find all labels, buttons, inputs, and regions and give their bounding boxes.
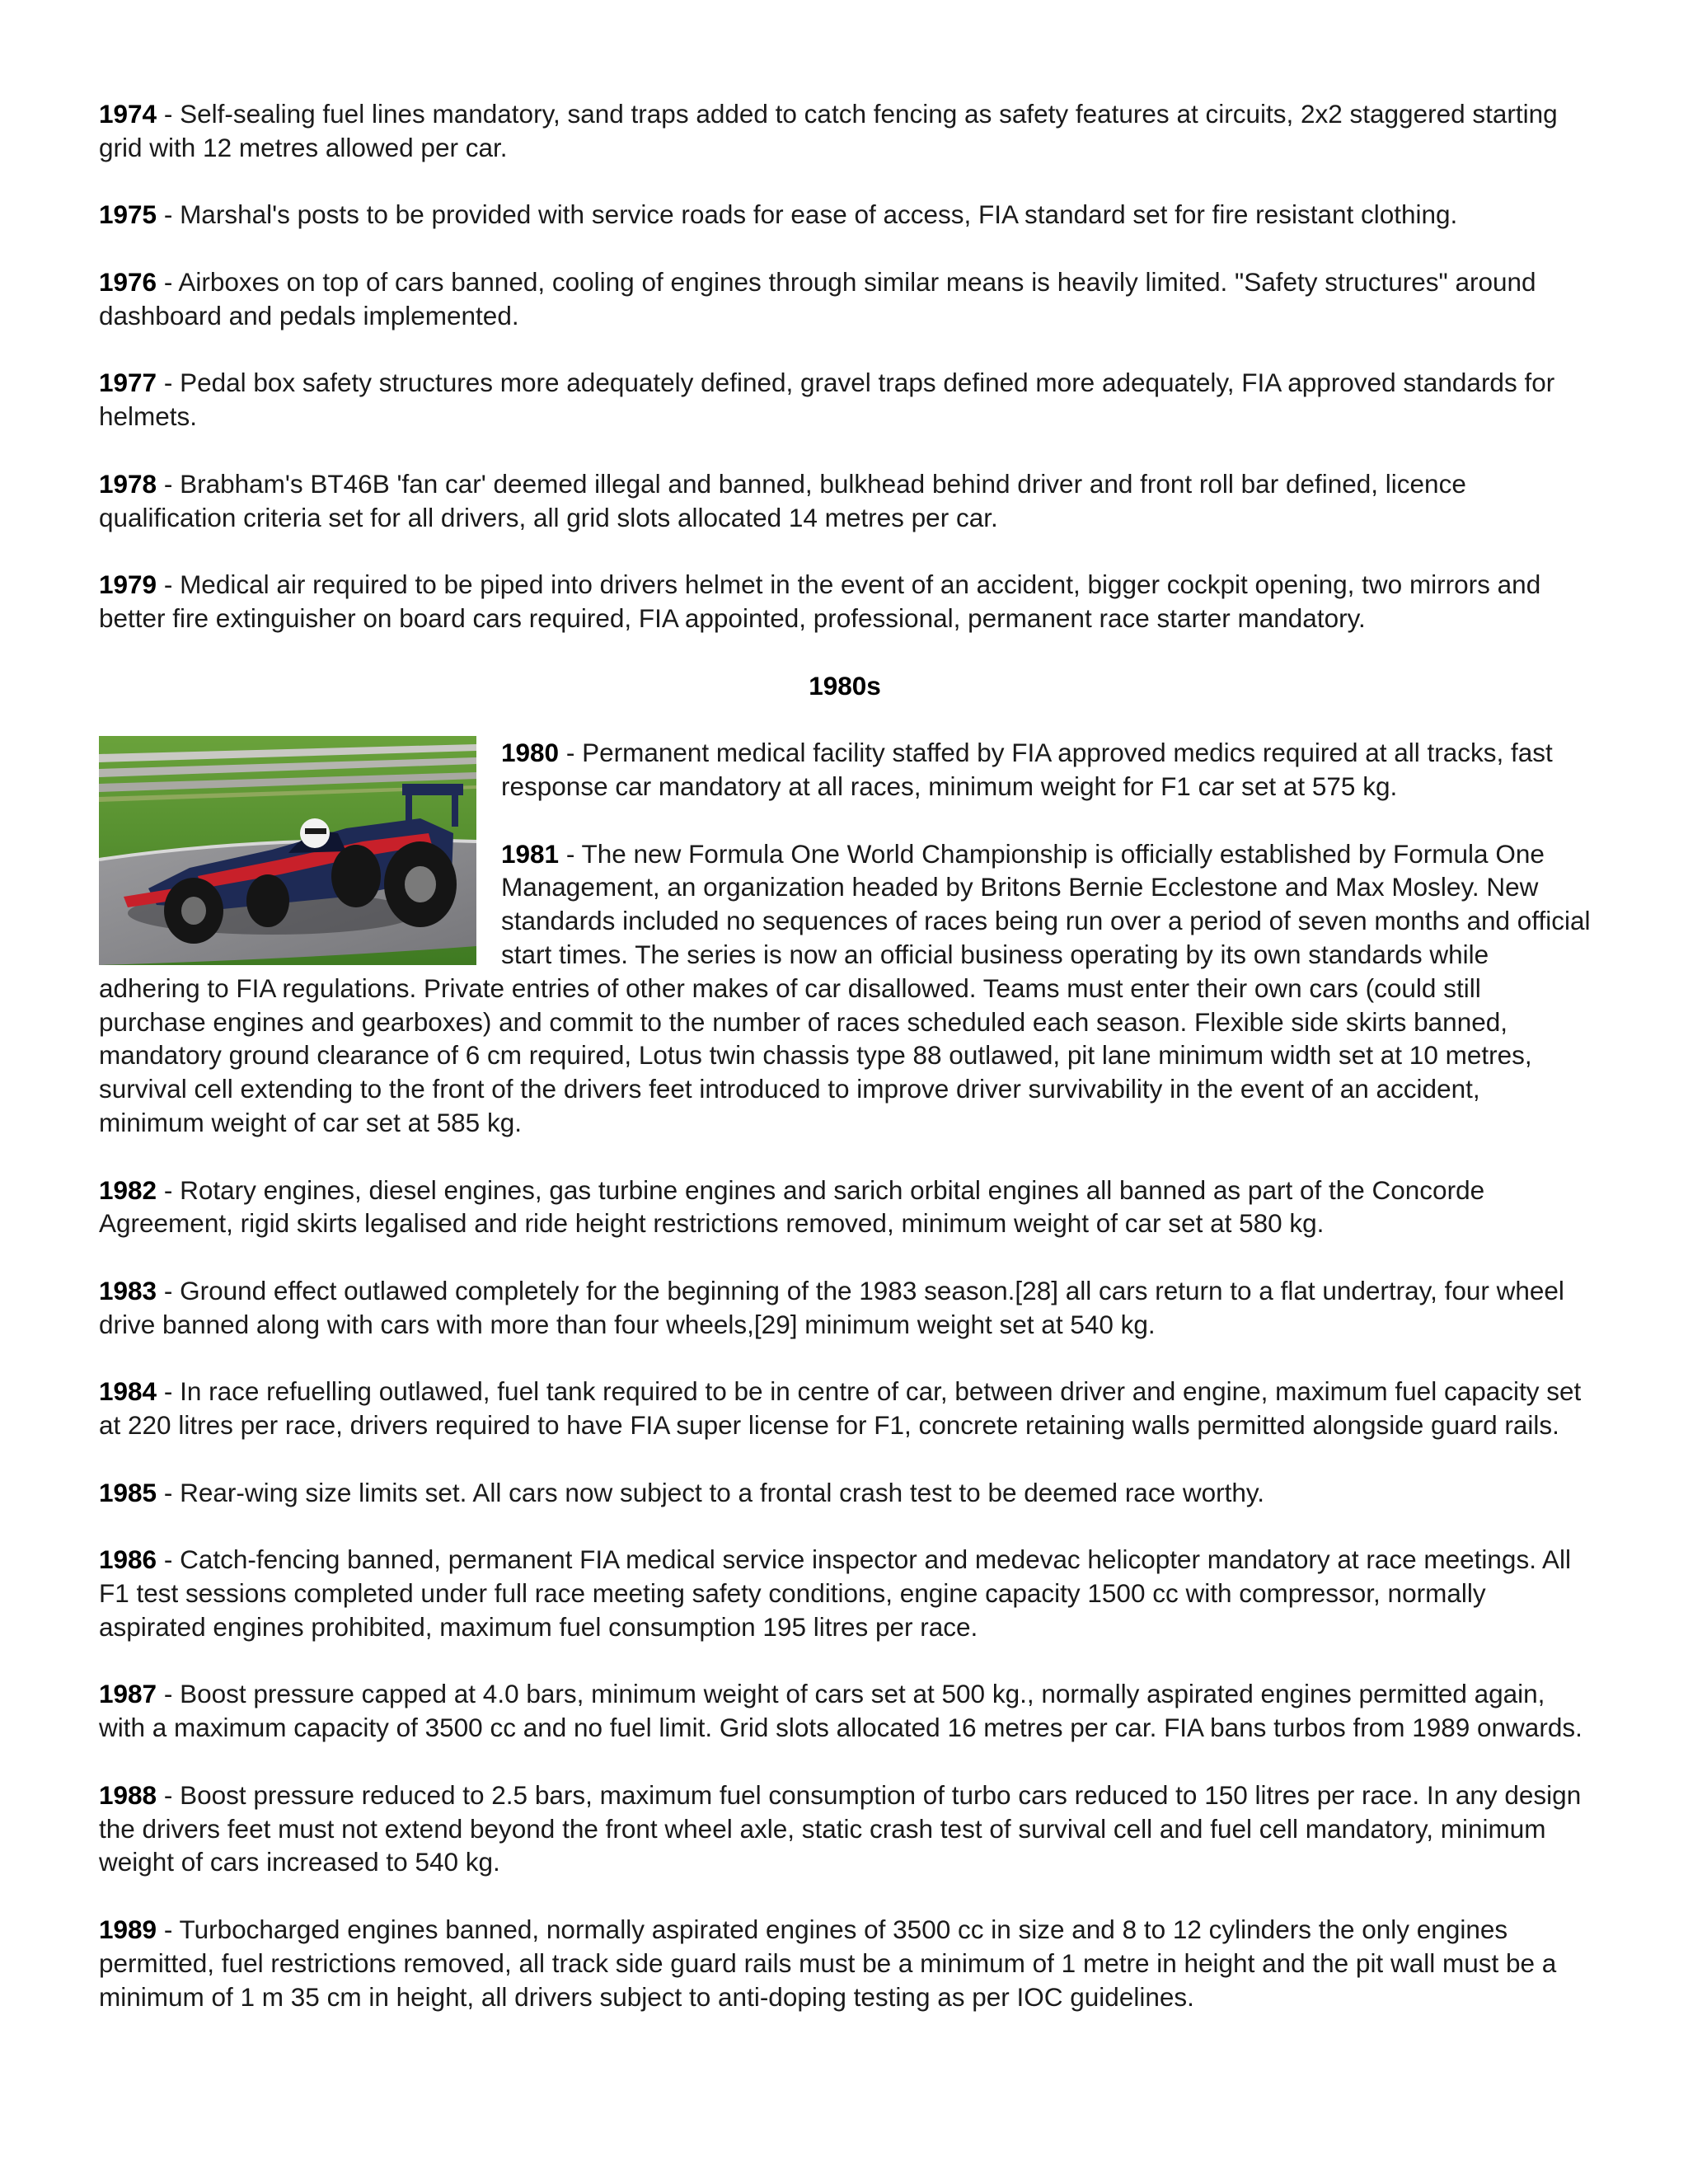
entry-year: 1974 bbox=[99, 99, 157, 129]
entry-year: 1981 bbox=[501, 838, 560, 869]
entry-1984 bbox=[99, 1375, 1591, 1442]
entry-year: 1976 bbox=[99, 266, 157, 297]
entry-year: 1986 bbox=[99, 1544, 157, 1575]
entry-1976 bbox=[99, 265, 1591, 333]
entry-1975 bbox=[99, 198, 1591, 232]
entry-year: 1980 bbox=[501, 738, 560, 768]
entry-text: - Boost pressure capped at 4.0 bars, minimum weight of cars set at 500 kg., normally aspirated engines permitted again, with a maximum capacity of 3500 cc and no fuel limit. Grid slots allocated 16 metres per car. FIA bans turbos from 1989 onwards. bbox=[99, 1679, 1582, 1743]
entry-year: 1975 bbox=[99, 199, 157, 230]
entries-1980s bbox=[99, 1174, 1591, 2014]
entry-year: 1979 bbox=[99, 569, 157, 600]
entry-1985 bbox=[99, 1476, 1591, 1510]
entry-year: 1982 bbox=[99, 1174, 157, 1205]
entry-year: 1989 bbox=[99, 1915, 157, 1945]
entry-text: - Catch-fencing banned, permanent FIA medical service inspector and medevac helicopter mandatory at race meetings. All F1 test sessions completed under full race meeting safety conditions, engine capacity 1500 cc with compressor, normally aspirated engines prohibited, maximum fuel consumption 195 litres per race. bbox=[99, 1544, 1571, 1642]
entry-year: 1983 bbox=[99, 1275, 157, 1305]
entry-text: - Marshal's posts to be provided with service roads for ease of access, FIA standard set for fire resistant clothing. bbox=[157, 199, 1458, 230]
entry-year: 1985 bbox=[99, 1477, 157, 1507]
entry-text: - Ground effect outlawed completely for the beginning of the 1983 season.[28] all cars return to a flat undertray, four wheel drive banned along with cars with more than four wheels,[29] minimum weight set at 540 kg. bbox=[99, 1275, 1564, 1339]
document-page bbox=[99, 97, 1591, 2047]
entry-text: - Airboxes on top of cars banned, cooling of engines through similar means is heavily limited. "Safety structures" around dashboard and pedals implemented. bbox=[99, 266, 1536, 330]
entry-1986 bbox=[99, 1543, 1591, 1643]
section-heading-1980s: 1980s bbox=[809, 670, 881, 701]
entry-text: - Pedal box safety structures more adequately defined, gravel traps defined more adequately, FIA approved standards for helmets. bbox=[99, 368, 1555, 432]
entry-text: - In race refuelling outlawed, fuel tank required to be in centre of car, between driver and engine, maximum fuel capacity set at 220 litres per race, drivers required to have FIA super license for F1, concrete retaining walls permitted alongside guard rails. bbox=[99, 1376, 1582, 1441]
entry-text: - Turbocharged engines banned, normally aspirated engines of 3500 cc in size and 8 to 12 cylinders the only engines permitted, fuel restrictions removed, all track side guard rails must be a minimum of 1 metre in height and the pit wall must be a minimum of 1 m 35 cm in height, all drivers subject to anti-doping testing as per IOC guidelines. bbox=[99, 1915, 1557, 2012]
entry-year: 1977 bbox=[99, 368, 157, 398]
entry-text: - Rear-wing size limits set. All cars now subject to a frontal crash test to be deemed race worthy. bbox=[157, 1477, 1265, 1507]
entry-1977 bbox=[99, 366, 1591, 434]
entry-1979 bbox=[99, 568, 1591, 635]
entry-year: 1978 bbox=[99, 468, 157, 499]
entry-text: - The new Formula One World Championship is officially established by Formula One Management, an organization headed by Britons Bernie Ecclestone and Max Mosley. New standards included no sequences of races being run over a period of seven months and official start times. The series is now an official business operating by its own standards while adhering to FIA regulations. Private entries of other makes of car disallowed. Teams must enter their own cars (could still purchase engines and gearboxes) and commit to the number of races scheduled each season. Flexible side skirts banned, mandatory ground clearance of 6 cm required, Lotus twin chassis type 88 outlawed, pit lane minimum width set at 10 metres, survival cell extending to the front of the drivers feet introduced to improve driver survivability in the event of an accident, minimum weight of car set at 585 kg. bbox=[99, 838, 1591, 1137]
entry-1982 bbox=[99, 1174, 1591, 1241]
entry-text: - Brabham's BT46B 'fan car' deemed illegal and banned, bulkhead behind driver and front roll bar defined, licence qualification criteria set for all drivers, all grid slots allocated 14 metres per car. bbox=[99, 468, 1466, 532]
entry-text: - Self-sealing fuel lines mandatory, sand traps added to catch fencing as safety features at circuits, 2x2 staggered starting grid with 12 metres allowed per car. bbox=[99, 99, 1558, 162]
entry-year: 1988 bbox=[99, 1779, 157, 1810]
entry-1974 bbox=[99, 97, 1591, 165]
entry-1978 bbox=[99, 467, 1591, 535]
entry-1983 bbox=[99, 1274, 1591, 1342]
entry-text: - Rotary engines, diesel engines, gas turbine engines and sarich orbital engines all banned as part of the Concorde Agreement, rigid skirts legalised and ride height restrictions removed, minimum weight of car set at 580 kg. bbox=[99, 1174, 1485, 1239]
entry-text: - Permanent medical facility staffed by FIA approved medics required at all tracks, fast response car mandatory at all races, minimum weight for F1 car set at 575 kg. bbox=[501, 738, 1553, 801]
racing-car-photo bbox=[99, 736, 476, 965]
entries-1970s bbox=[99, 97, 1591, 635]
entry-text: - Boost pressure reduced to 2.5 bars, maximum fuel consumption of turbo cars reduced to 150 litres per race. In any design the drivers feet must not extend beyond the front wheel axle, static crash test of survival cell and fuel cell mandatory, minimum weight of cars increased to 540 kg. bbox=[99, 1779, 1582, 1877]
entry-year: 1987 bbox=[99, 1679, 157, 1709]
entry-1989 bbox=[99, 1913, 1591, 2013]
entries-1980s-with-photo bbox=[99, 736, 1591, 1173]
entry-1987 bbox=[99, 1677, 1591, 1745]
entry-1988 bbox=[99, 1779, 1591, 1879]
entry-text: - Medical air required to be piped into drivers helmet in the event of an accident, bigger cockpit opening, two mirrors and better fire extinguisher on board cars required, FIA appointed, professional, permanent race starter mandatory. bbox=[99, 569, 1541, 633]
entry-year: 1984 bbox=[99, 1376, 157, 1407]
